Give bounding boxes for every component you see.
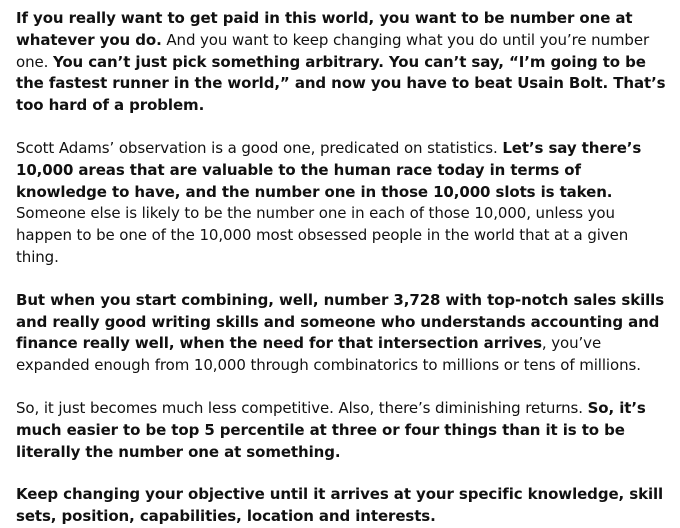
paragraph-4 [16,398,666,463]
text-run: Someone else is likely to be the number one in each of those 10,000, unless you happen to be one of the 10,000 most obsessed people in the world that at a given thing. [16,204,629,266]
text-run: Let’s say there’s 10,000 areas that are valuable to the human race today in terms of knowledge to have, and the number one in those 10,000 slots is taken. [16,138,642,201]
paragraph-2 [16,138,666,269]
paragraph-3 [16,290,666,377]
paragraph-1 [16,8,666,117]
text-run: You can’t just pick something arbitrary. You can’t say, “I’m going to be the fastest runner in the world,” and now you have to beat Usain Bolt. That’s too hard of a problem. [16,52,666,115]
text-run: Keep changing your objective until it arrives at your specific knowledge, skill sets, position, capabilities, location and interests. [16,485,664,526]
text-run: If you really want to get paid in this world, you want to be number one at whatever you do. [16,9,633,49]
text-run: So, it’s much easier to be top 5 percentile at three or four things than it is to be literally the number one at something. [16,398,646,461]
text-run: , you’ve expanded enough from 10,000 through combinatorics to millions or tens of millions. [16,334,641,375]
text-run: So, it just becomes much less competitive. Also, there’s diminishing returns. [16,398,588,417]
text-run: And you want to keep changing what you do until you’re number one. [16,30,650,71]
text-run: Scott Adams’ observation is a good one, predicated on statistics. [16,138,503,157]
text-run: But when you start combining, well, number 3,728 with top-notch sales skills and really good writing skills and someone who understands accounting and finance really well, when the need for that intersection arrives [16,290,665,353]
paragraph-5 [16,484,666,528]
